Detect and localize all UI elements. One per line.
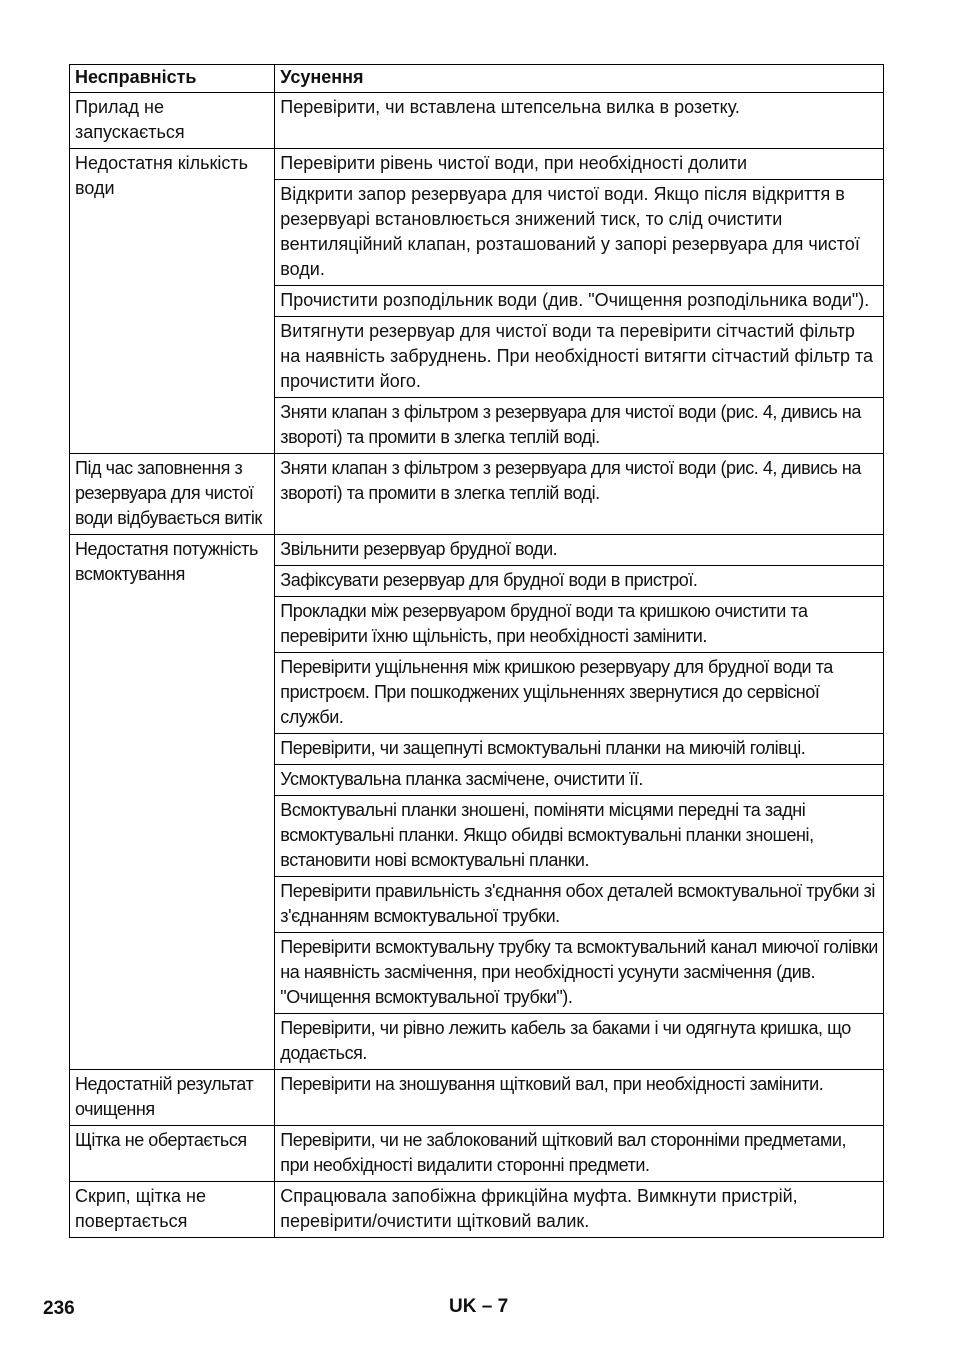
fix-cell: Всмоктувальні планки зношені, поміняти місцями передні та задні всмоктувальні планки. Якщо обидві всмоктувальні планки зношені, встановити нові всмоктувальні планки. (275, 796, 884, 877)
header-fix: Усунення (275, 65, 884, 93)
table-row (70, 1070, 884, 1126)
fix-cell: Звільнити резервуар брудної води. (275, 535, 884, 566)
fix-cell: Прочистити розподільник води (див. "Очищення розподільника води"). (275, 286, 884, 317)
fix-cell: Відкрити запор резервуара для чистої води. Якщо після відкриття в резервуарі встановлюється знижений тиск, то слід очистити вентиляційний клапан, розташований у запорі резервуара для чистої води. (275, 180, 884, 286)
table-row (70, 1126, 884, 1182)
table-row (70, 1182, 884, 1238)
table-row (70, 535, 884, 566)
fault-cell: Під час заповнення з резервуара для чистої води відбувається витік (70, 454, 275, 535)
troubleshooting-table (69, 64, 884, 1238)
fix-cell: Усмоктувальна планка засмічене, очистити її. (275, 765, 884, 796)
fix-cell: Перевірити, чи вставлена штепсельна вилка в розетку. (275, 93, 884, 149)
fix-cell: Перевірити ущільнення між кришкою резервуару для брудної води та пристроєм. При пошкоджених ущільненнях звернутися до сервісної служби. (275, 653, 884, 734)
fault-cell: Щітка не обертається (70, 1126, 275, 1182)
fix-cell: Зняти клапан з фільтром з резервуара для чистої води (рис. 4, дивись на звороті) та промити в злегка теплій воді. (275, 398, 884, 454)
fault-cell: Недостатній результат очищення (70, 1070, 275, 1126)
section-label: UK – 7 (449, 1296, 509, 1317)
fix-cell: Зняти клапан з фільтром з резервуара для чистої води (рис. 4, дивись на звороті) та промити в злегка теплій воді. (275, 454, 884, 535)
fix-cell: Перевірити, чи рівно лежить кабель за баками і чи одягнута кришка, що додається. (275, 1014, 884, 1070)
fault-cell: Недостатня кількість води (70, 149, 275, 454)
fix-cell: Перевірити рівень чистої води, при необхідності долити (275, 149, 884, 180)
fix-cell: Зафіксувати резервуар для брудної води в пристрої. (275, 566, 884, 597)
fix-cell: Перевірити, чи защепнуті всмоктувальні планки на миючій голівці. (275, 734, 884, 765)
table-row (70, 454, 884, 535)
fix-cell: Перевірити, чи не заблокований щітковий вал сторонніми предметами, при необхідності видалити сторонні предмети. (275, 1126, 884, 1182)
header-fault: Несправність (70, 65, 275, 93)
fault-cell: Недостатня потужність всмоктування (70, 535, 275, 1070)
fix-cell: Спрацювала запобіжна фрикційна муфта. Вимкнути пристрій, перевірити/очистити щітковий валик. (275, 1182, 884, 1238)
page-number: 236 (43, 1298, 75, 1319)
table-row (70, 93, 884, 149)
fault-cell: Прилад не запускається (70, 93, 275, 149)
fault-cell: Скрип, щітка не повертається (70, 1182, 275, 1238)
fix-cell: Перевірити правильність з'єднання обох деталей всмоктувальної трубки зі з'єднанням всмоктувальної трубки. (275, 877, 884, 933)
fix-cell: Перевірити на зношування щітковий вал, при необхідності замінити. (275, 1070, 884, 1126)
table-row (70, 149, 884, 180)
fix-cell: Витягнути резервуар для чистої води та перевірити сітчастий фільтр на наявність забруднень. При необхідності витягти сітчастий фільтр та прочистити його. (275, 317, 884, 398)
fix-cell: Прокладки між резервуаром брудної води та кришкою очистити та перевірити їхню щільність, при необхідності замінити. (275, 597, 884, 653)
fix-cell: Перевірити всмоктувальну трубку та всмоктувальний канал миючої голівки на наявність засмічення, при необхідності усунути засмічення (див. "Очищення всмоктувальної трубки"). (275, 933, 884, 1014)
table-header-row (70, 65, 884, 93)
